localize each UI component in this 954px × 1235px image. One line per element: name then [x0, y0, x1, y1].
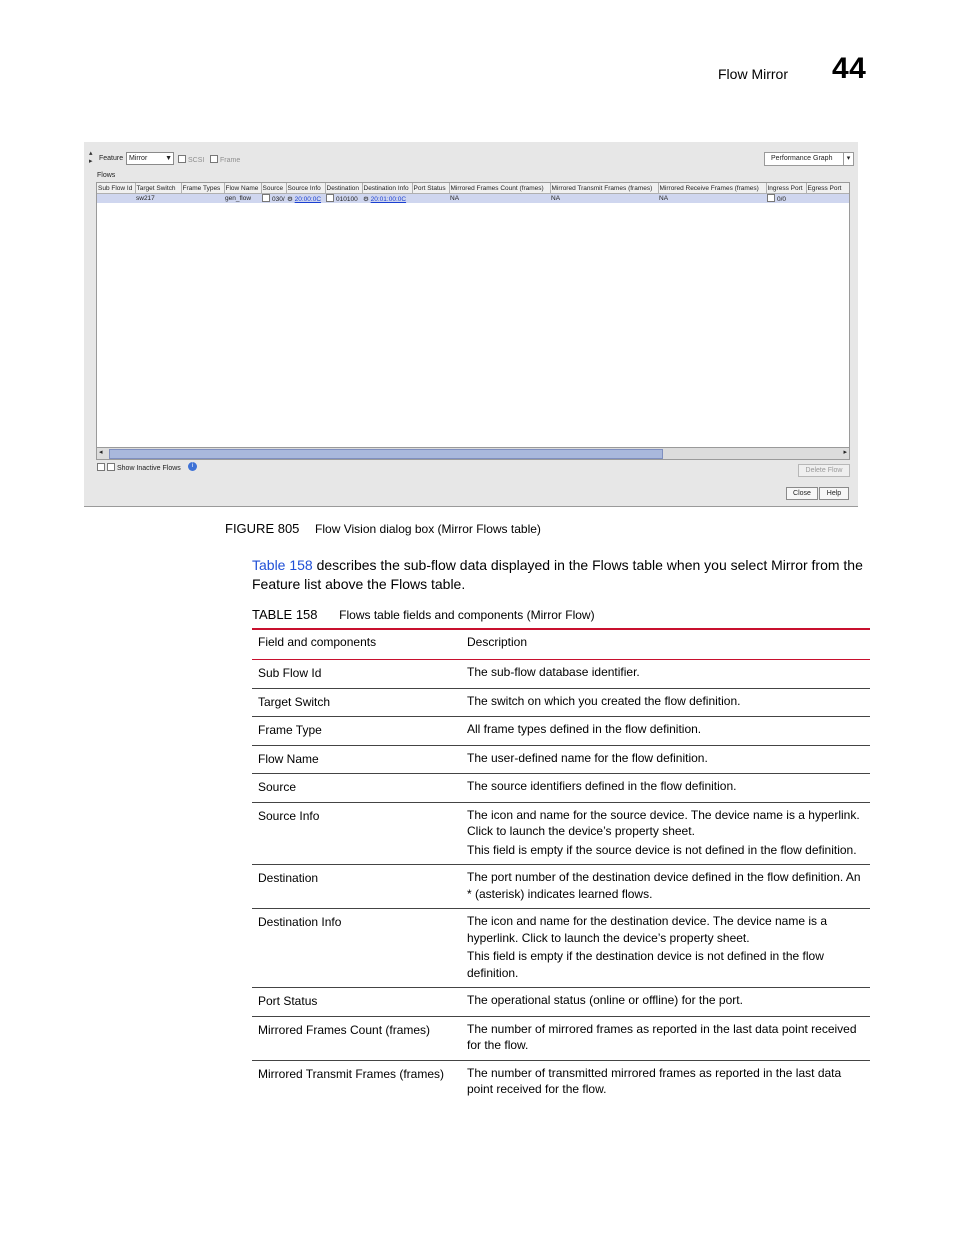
- frame-checkbox[interactable]: [210, 155, 240, 164]
- field-name: Mirrored Transmit Frames (frames): [258, 1066, 445, 1081]
- figure-number: FIGURE 805: [225, 521, 300, 536]
- device-icon: ⚙: [363, 195, 369, 203]
- field-description: [461, 1060, 870, 1104]
- description-paragraph: The icon and name for the destination device. The device name is a hyperlink. Click to launch the device’s property sheet.: [467, 914, 827, 945]
- intro-text: list above the: [300, 576, 391, 592]
- scroll-right-icon[interactable]: ▸: [843, 449, 847, 456]
- checkbox-icon: [210, 155, 218, 163]
- intro-ui-term: Feature: [252, 576, 301, 592]
- column-header[interactable]: Egress Port: [806, 183, 850, 194]
- ingress-port-value: 0/0: [777, 196, 787, 203]
- column-header-field: Field and components: [252, 629, 461, 660]
- description-paragraph: The port number of the destination device defined in the flow definition. An * (asterisk) indicates learned flows.: [467, 870, 861, 901]
- description-paragraph: All frame types defined in the flow definition.: [467, 722, 702, 736]
- table-row: [252, 909, 870, 988]
- chevron-down-icon: ▾: [843, 153, 853, 165]
- mirrored-transmit-cell: NA: [550, 194, 658, 204]
- column-header[interactable]: Mirrored Receive Frames (frames): [658, 183, 766, 194]
- field-description: [461, 745, 870, 774]
- flow-name-cell: gen_flow: [224, 194, 261, 204]
- column-header[interactable]: Source: [261, 183, 286, 194]
- scsi-label: SCSI: [188, 157, 205, 164]
- scrollbar-thumb[interactable]: [109, 449, 663, 459]
- scroll-left-icon[interactable]: ◂: [99, 449, 103, 456]
- intro-text: table when you select: [628, 557, 772, 573]
- show-inactive-flows-label: Show Inactive Flows: [117, 465, 181, 472]
- description-paragraph: The switch on which you created the flow definition.: [467, 693, 741, 708]
- port-icon: [326, 194, 334, 202]
- field-description: [461, 1016, 870, 1060]
- port-icon: [767, 194, 775, 202]
- field-description: [461, 802, 870, 865]
- performance-graph-select[interactable]: [764, 152, 854, 166]
- fields-table: [252, 628, 870, 1104]
- table-row: [252, 774, 870, 803]
- help-button[interactable]: Help: [819, 487, 849, 500]
- sub-flow-id-cell: [97, 194, 135, 204]
- page-header-section: Flow Mirror: [718, 66, 788, 82]
- close-button[interactable]: Close: [786, 487, 818, 500]
- table-number: TABLE 158: [252, 607, 318, 622]
- column-header-description: Description: [461, 629, 870, 660]
- description-paragraph: The source identifiers defined in the flow definition.: [467, 779, 737, 793]
- flows-table-header: [97, 183, 850, 194]
- intro-text: from the: [807, 557, 863, 573]
- figure-title: Flow Vision dialog box (Mirror Flows table): [315, 522, 541, 536]
- table-row: [252, 1060, 870, 1104]
- performance-graph-label: Performance Graph: [771, 155, 833, 162]
- flow-vision-dialog-screenshot: [84, 142, 858, 507]
- checkbox-icon: [107, 463, 115, 471]
- field-description: [461, 774, 870, 803]
- column-header[interactable]: Ingress Port: [766, 183, 806, 194]
- table-row: [252, 688, 870, 717]
- column-header[interactable]: Sub Flow Id: [97, 183, 135, 194]
- source-info-link[interactable]: 20:00:0C: [294, 195, 322, 203]
- frame-label: Frame: [220, 157, 241, 164]
- scsi-checkbox[interactable]: [178, 155, 204, 164]
- figure-caption: [225, 521, 541, 536]
- collapse-arrows-icon[interactable]: ▴ ▸: [89, 150, 93, 165]
- table-row: [252, 865, 870, 909]
- field-name: Target Switch: [252, 688, 461, 717]
- feature-select-value: Mirror: [129, 155, 148, 162]
- mirrored-frames-count-cell: NA: [449, 194, 550, 204]
- description-paragraph: The number of transmitted mirrored frames as reported in the last data point received for the flow.: [467, 1065, 842, 1096]
- intro-ui-term: Mirror: [771, 557, 808, 573]
- column-header[interactable]: Mirrored Frames Count (frames): [449, 183, 550, 194]
- device-icon: ⚙: [287, 195, 293, 203]
- description-paragraph: The operational status (online or offline) for the port.: [467, 993, 743, 1007]
- description-paragraph: The icon and name for the source device. The device name is a hyperlink. Click to launch the device’s property sheet.: [467, 807, 860, 838]
- field-description: [461, 865, 870, 909]
- feature-label: Feature: [99, 155, 124, 162]
- feature-select[interactable]: [126, 152, 174, 165]
- field-name: Source Info: [252, 802, 461, 865]
- description-paragraph: The number of mirrored frames as reported in the last data point received for the flow.: [467, 1021, 857, 1052]
- column-header[interactable]: Flow Name: [224, 183, 261, 194]
- column-header[interactable]: Mirrored Transmit Frames (frames): [550, 183, 658, 194]
- table-row: [252, 745, 870, 774]
- field-name: Flow Name: [252, 745, 461, 774]
- table-title: Flows table fields and components (Mirror Flow): [339, 608, 595, 622]
- flows-label: Flows: [97, 172, 116, 179]
- destination-cell: [325, 194, 362, 204]
- field-description: [461, 988, 870, 1017]
- destination-value: 010100: [336, 196, 358, 203]
- checkbox-icon: [178, 155, 186, 163]
- field-name: Destination: [252, 865, 461, 909]
- delete-flow-button[interactable]: Delete Flow: [798, 464, 850, 477]
- port-status-cell: [412, 194, 449, 204]
- description-paragraph: This field is empty if the destination device is not defined in the flow definition.: [467, 949, 824, 980]
- target-switch-cell: sw217: [135, 194, 181, 204]
- intro-ui-term: Flows: [592, 557, 629, 573]
- table-row[interactable]: [97, 194, 850, 204]
- source-cell: [261, 194, 286, 204]
- field-name: Frame Type: [252, 717, 461, 746]
- destination-info-link[interactable]: 20:01:00:0C: [370, 195, 407, 203]
- destination-info-cell: [362, 194, 412, 204]
- field-name: Destination Info: [252, 909, 461, 988]
- info-icon[interactable]: i: [188, 462, 197, 471]
- port-icon: [262, 194, 270, 202]
- show-inactive-flows-checkbox[interactable]: [97, 463, 181, 472]
- table-caption: [252, 607, 595, 622]
- field-name: Mirrored Frames Count (frames): [252, 1016, 461, 1060]
- flows-table: [96, 182, 850, 460]
- table-row: [252, 988, 870, 1017]
- field-description: [461, 660, 870, 689]
- field-description: [461, 688, 870, 717]
- intro-text: table.: [427, 576, 466, 592]
- column-header[interactable]: Port Status: [412, 183, 449, 194]
- column-header[interactable]: Destination Info: [362, 183, 412, 194]
- table-row: [252, 802, 870, 865]
- chevron-down-icon: ▼: [165, 155, 172, 162]
- mirrored-receive-cell: NA: [658, 194, 766, 204]
- page-header-chapter: 44: [832, 52, 867, 85]
- intro-ui-term: Flows: [390, 576, 428, 592]
- table-row: [252, 660, 870, 689]
- table-row: [252, 1016, 870, 1060]
- table-reference-link[interactable]: Table 158: [252, 557, 313, 573]
- checkbox-icon: [97, 463, 105, 471]
- source-info-cell: [286, 194, 325, 204]
- column-header[interactable]: Source Info: [286, 183, 325, 194]
- field-name: Source: [252, 774, 461, 803]
- column-header[interactable]: Target Switch: [135, 183, 181, 194]
- table-row: [252, 717, 870, 746]
- frame-types-cell: [181, 194, 224, 204]
- ingress-port-cell: [766, 194, 806, 204]
- field-name: Port Status: [252, 988, 461, 1017]
- source-value: 030/: [272, 196, 285, 203]
- field-description: [461, 909, 870, 988]
- fields-table-header: [252, 629, 870, 660]
- egress-port-cell: [806, 194, 850, 204]
- column-header[interactable]: Frame Types: [181, 183, 224, 194]
- field-name: Sub Flow Id: [252, 660, 461, 689]
- intro-paragraph: [252, 556, 872, 594]
- intro-text: describes the sub-flow data displayed in the: [312, 557, 593, 573]
- description-paragraph: This field is empty if the source device is not defined in the flow definition.: [467, 842, 857, 857]
- field-description: [461, 717, 870, 746]
- column-header[interactable]: Destination: [325, 183, 362, 194]
- description-paragraph: The sub-flow database identifier.: [467, 665, 640, 679]
- description-paragraph: The user-defined name for the flow definition.: [467, 750, 708, 765]
- horizontal-scrollbar[interactable]: [96, 447, 850, 460]
